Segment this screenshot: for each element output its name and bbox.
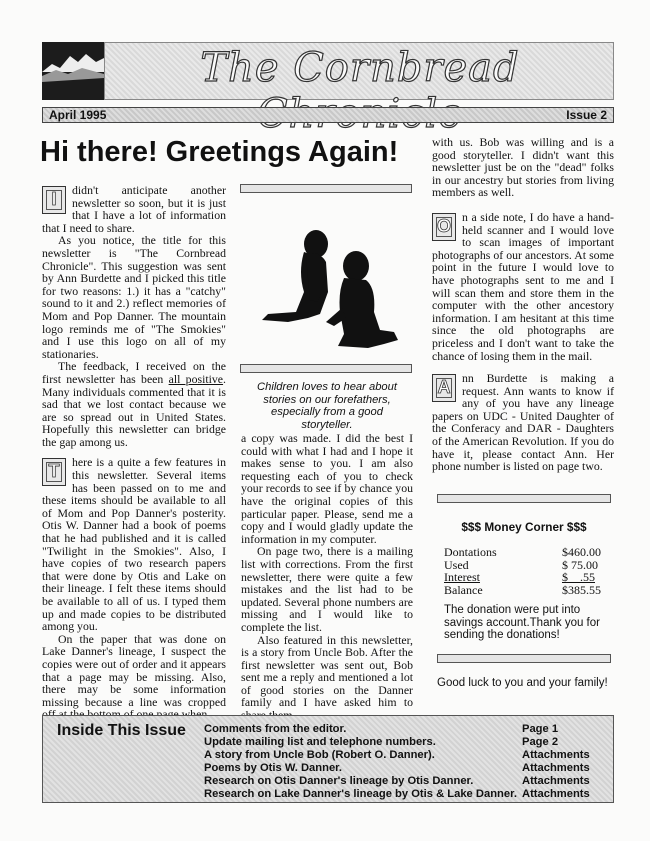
contents-item-text: Comments from the editor.: [204, 723, 347, 735]
paragraph-intro: I didn't anticipate another newsletter so soon, but it is just that I have a lot of information that I need to share.: [42, 183, 226, 235]
contents-item-page: Attachments: [522, 775, 590, 787]
inside-this-issue-box: [42, 715, 614, 803]
paragraph-mailing: On page two, there is a mailing list with corrections. From the first newsletter, there were quite a few mistakes and the list had to be updated. Several phone numbers are missing and I would like to complete the list.: [241, 544, 413, 634]
donation-note: The donation were put into savings account.Thank you for sending the donations!: [444, 604, 600, 642]
issue-date: April 1995: [49, 108, 107, 122]
children-silhouette-image: [248, 222, 408, 362]
contents-item-text: Research on Lake Danner's lineage by Otis & Lake Danner.: [204, 788, 517, 800]
money-bottom-rule: [437, 654, 611, 663]
photo-bottom-rule: [240, 364, 412, 373]
money-row: [444, 584, 614, 597]
contents-item-page: Page 1: [522, 723, 559, 735]
money-top-rule: [437, 494, 611, 503]
paragraph-storyteller: with us. Bob was willing and is a good storyteller. I didn't want this newsletter just be on the "dead" folks in our ancestry but stories from living members as well.: [432, 135, 614, 200]
money-label: Interest: [444, 570, 480, 585]
column-1: [42, 184, 226, 721]
masthead-banner: [104, 42, 614, 100]
contents-item: [204, 749, 604, 762]
paragraph-features: T here is a quite a few features in this newsletter. Several items has been passed on to me and these items should be available to all of Mom and Pop Danner's posterity. Otis W. Danner had a book of poems that he had published and it is called "Twilight in the Smokies". Also, I have copies of two research papers that were done by Otis and Lake on their lineage. I felt these items should be available to all of us. I typed them up and made copies to be distributed among you.: [42, 455, 226, 634]
money-label: Used: [444, 557, 469, 572]
contents-item-text: Research on Otis Danner's lineage by Otis Danner.: [204, 775, 474, 787]
headline: Hi there! Greetings Again!: [40, 136, 399, 168]
money-table: [444, 546, 614, 596]
contents-item-text: A story from Uncle Bob (Robert O. Danner).: [204, 749, 435, 761]
paragraph-ann-request: A nn Burdette is making a request. Ann wants to know if any of you have any lineage papers on UDC - United Daughter of the Conferacy and DAR - Daughters of the American Revolution. If you do have it, please contact Ann. Her phone number is listed on page two.: [432, 371, 614, 474]
contents-item: [204, 762, 604, 775]
contents-item: [204, 723, 604, 736]
drop-cap-T: T: [42, 458, 66, 486]
date-bar: [42, 107, 614, 123]
paragraph-uncle-bob: Also featured in this newsletter, is a story from Uncle Bob. After the first newsletter was sent out, Bob sent me a reply and mentioned a lot of good stories on the Danner family and I have asked him to: [241, 632, 413, 710]
money-row: [444, 546, 614, 559]
contents-item: [204, 775, 604, 788]
money-amount: $460.00: [562, 545, 601, 559]
contents-item-text: Update mailing list and telephone numbers.: [204, 736, 436, 748]
money-label: Balance: [444, 582, 483, 597]
money-amount: $ 75.00: [562, 557, 598, 572]
paragraph-scanner: O n a side note, I do have a hand-held scanner and I would love to scan images of important photographs of our ancestors. At some point in the future I would love to have photographs sent to me and I will scan them and store them in the computer with the other ancestory information. I am hesitant at this time since the old photographs are priceless and I don't want to take the chance of losing them in the mail.: [432, 209, 614, 363]
issue-number: Issue 2: [566, 108, 607, 122]
newsletter-title: The Cornbread: [200, 45, 520, 91]
contents-item-page: Attachments: [522, 762, 590, 774]
money-label: Dontations: [444, 545, 497, 559]
photo-caption: Children loves to hear about stories on our forefathers, especially from a good storyteller.: [257, 381, 397, 431]
column-3: [432, 136, 614, 473]
paragraph-copy: a copy was made. I did the best I could with what I had and I hope it makes sense to you. I am also requesting each of you to check your records to see if by chance you have the original copies of this particular paper. Please, send me a copy and I would gladly update the information in my computer.: [241, 431, 413, 546]
column-2: [241, 432, 413, 722]
money-corner-title: $$$ Money Corner $$$: [461, 520, 587, 534]
contents-item-page: Attachments: [522, 749, 590, 761]
money-amount: $385.55: [562, 582, 601, 597]
paragraph-title: As you notice, the title for this newsletter is "The Cornbread Chronicle". This suggestion was sent by Ann Burdette and I picked this title for two reasons: 1.) it has a "catchy" sound to it and 2.) reflect memories of Mom and Pop Danner. The mountain logo reminds me of "The Smokies" and I use this logo on all of my stationaries.: [42, 233, 226, 361]
paragraph-lineage: On the paper that was done on Lake Danner's lineage, I suspect the copies were out of order and it appears that a page may be missing. Also, there may be some information missing because a line was cropped: [42, 631, 226, 709]
contents-item-text: Poems by Otis W. Danner.: [204, 762, 343, 774]
drop-cap-I: I: [42, 186, 66, 214]
photo-top-rule: [240, 184, 412, 193]
closing-line: Good luck to you and your family!: [437, 677, 608, 689]
drop-cap-A: A: [432, 374, 456, 402]
contents-item: [204, 788, 604, 801]
inside-title: Inside This Issue: [57, 722, 186, 739]
paragraph-feedback: The feedback, I received on the first newsletter has been all positive. Many individuals commented that it is sad that we lost contact because we are so spread out in United States. Hopefully this newsletter can bridge the gap among us.: [42, 359, 226, 449]
contents-item-page: Attachments: [522, 788, 590, 800]
mountain-logo: [42, 42, 104, 100]
contents-item: [204, 736, 604, 749]
money-amount: $ .55: [562, 570, 595, 585]
contents-item-page: Page 2: [522, 736, 559, 748]
drop-cap-O: O: [432, 213, 456, 241]
